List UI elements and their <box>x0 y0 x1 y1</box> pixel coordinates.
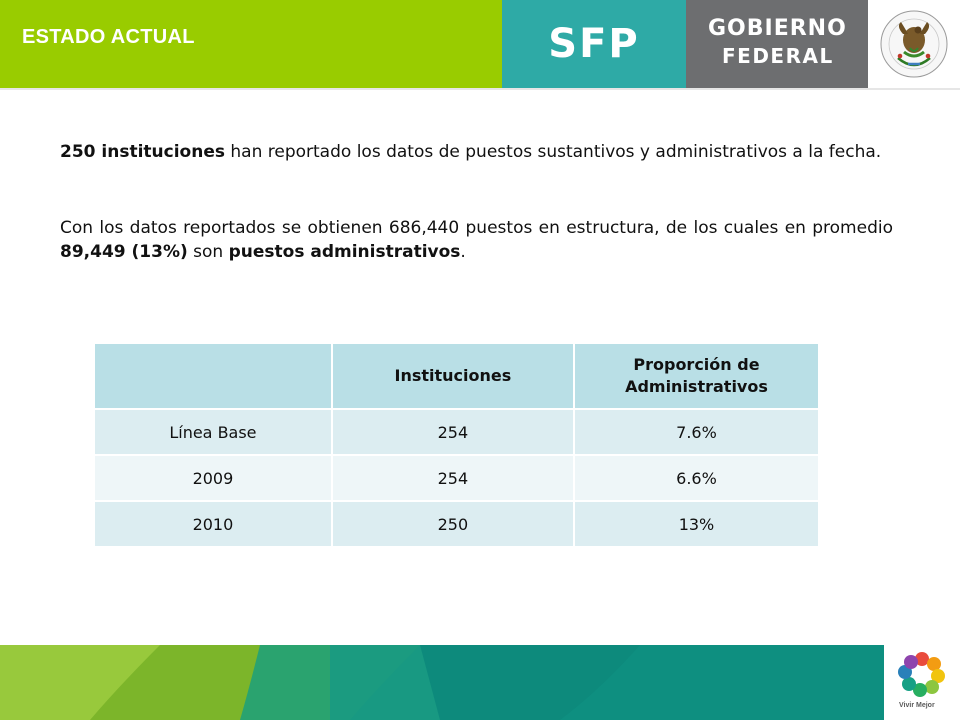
admin-positions-table <box>95 344 820 546</box>
summary-paragraph-2 <box>60 216 893 264</box>
paragraph-2-end: . <box>460 242 466 262</box>
vivir-mejor-flower-icon <box>884 645 960 705</box>
footer-banner <box>0 645 960 720</box>
table-header-blank <box>95 344 332 409</box>
header-divider <box>0 88 960 90</box>
summary-paragraph-1 <box>60 140 893 164</box>
table-row <box>95 501 819 546</box>
table-cell-year: 2010 <box>95 501 332 546</box>
table-header-row <box>95 344 819 409</box>
mexican-seal-icon <box>868 0 960 88</box>
gobierno-logo-text: GOBIERNO <box>708 16 847 41</box>
table-cell-year: Línea Base <box>95 409 332 455</box>
table-cell-institutions: 254 <box>332 455 574 501</box>
gobierno-federal-logo <box>686 0 868 88</box>
header-title-bar <box>0 0 502 88</box>
table-row <box>95 409 819 455</box>
federal-logo-text: FEDERAL <box>722 44 834 68</box>
sfp-logo: SFP <box>548 21 640 67</box>
paragraph-2-intro: Con los datos reportados se obtienen 686,440 puestos en estructura, de los cuales en promedio <box>60 218 893 238</box>
paragraph-2-son: son <box>187 242 229 262</box>
table-cell-proportion: 13% <box>574 501 819 546</box>
table-header-proporcion <box>574 344 819 409</box>
table-cell-year: 2009 <box>95 455 332 501</box>
table-header-instituciones: Instituciones <box>332 344 574 409</box>
table-row <box>95 455 819 501</box>
table-cell-institutions: 254 <box>332 409 574 455</box>
table-cell-institutions: 250 <box>332 501 574 546</box>
table-cell-proportion: 6.6% <box>574 455 819 501</box>
vivir-mejor-text: Vivir Mejor <box>899 702 935 709</box>
institutions-count: 250 instituciones <box>60 142 225 162</box>
seal-graphic <box>868 0 960 88</box>
sfp-logo-block <box>502 0 686 88</box>
page-title: ESTADO ACTUAL <box>22 26 195 48</box>
paragraph-1-rest: han reportado los datos de puestos sustantivos y administrativos a la fecha. <box>224 142 882 162</box>
admin-positions-label: puestos administrativos <box>228 242 461 262</box>
table-cell-proportion: 7.6% <box>574 409 819 455</box>
table-header-proporcion-text: Proporción de Administrativos <box>625 355 768 396</box>
admin-average: 89,449 (13%) <box>60 242 188 262</box>
